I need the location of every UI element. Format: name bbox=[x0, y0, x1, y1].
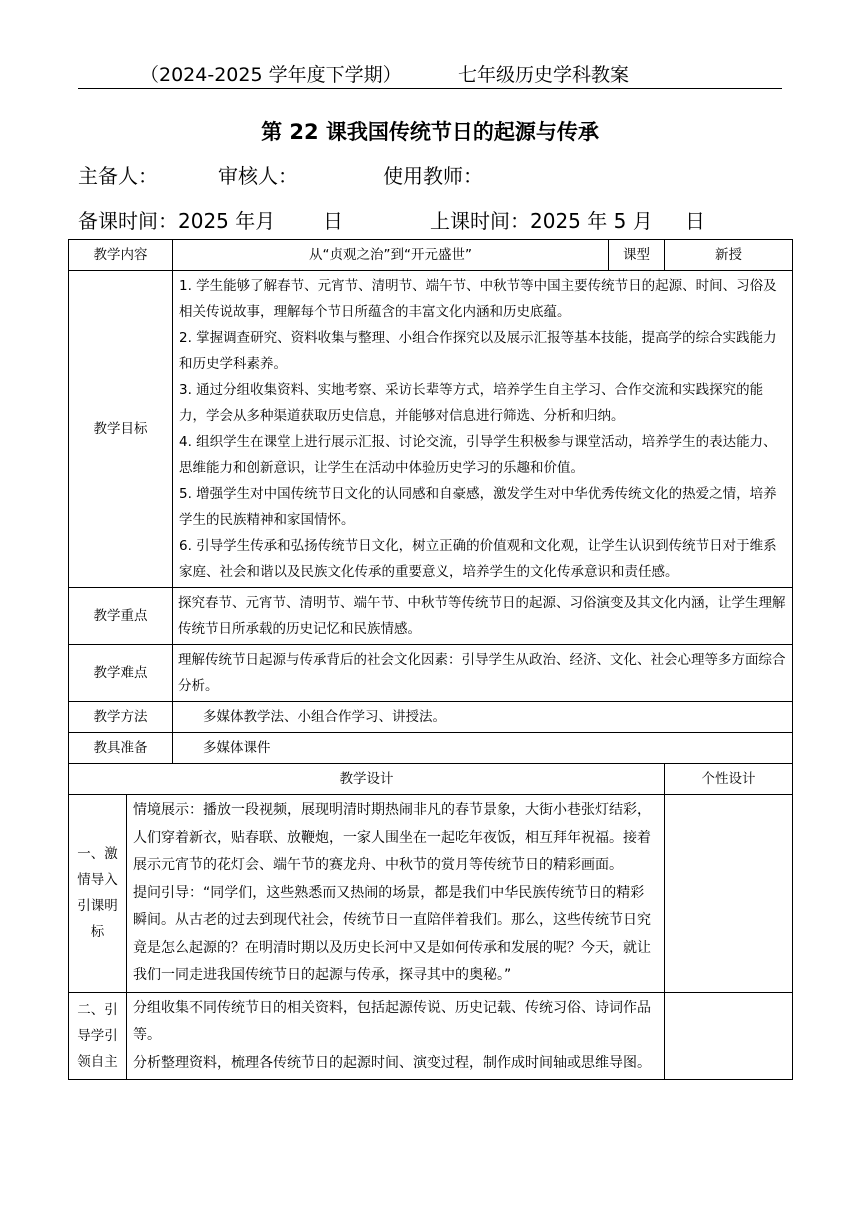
section2-content bbox=[127, 992, 665, 1080]
design-label: 教学设计 bbox=[69, 764, 665, 795]
section2-row bbox=[69, 992, 793, 1080]
lesson-plan-table bbox=[68, 239, 793, 1080]
difficulty-value: 理解传统节日起源与传承背后的社会文化因素：引导学生从政治、经济、文化、社会心理等多方面综合分析。 bbox=[173, 645, 793, 702]
goals-row bbox=[69, 271, 793, 588]
goal-item: 5. 增强学生对中国传统节日文化的认同感和自豪感，激发学生对中华优秀传统文化的热爱之情，培养学生的民族精神和家国情怀。 bbox=[179, 486, 777, 528]
section1-paragraph: 提问引导：“同学们，这些熟悉而又热闹的场景，都是我们中华民族传统节日的精彩瞬间。从古老的过去到现代社会，传统节日一直陪伴着我们。那么，这些传统节日究竟是怎么起源的？在明清时期以及历史长河中又是如何传承和发展的呢？今天，就让我们一同走进我国传统节日的起源与传承，探寻其中的奥秘。” bbox=[133, 884, 651, 983]
section1-personal bbox=[665, 795, 793, 993]
goal-item: 4. 组织学生在课堂上进行展示汇报、讨论交流，引导学生积极参与课堂活动，培养学生的表达能力、思维能力和创新意识，让学生在活动中体验历史学习的乐趣和价值。 bbox=[179, 434, 777, 476]
tools-label: 教具准备 bbox=[69, 733, 173, 764]
section2-label: 二、引导学引领自主 bbox=[69, 992, 127, 1080]
section2-personal bbox=[665, 992, 793, 1080]
difficulty-row bbox=[69, 645, 793, 702]
section1-label: 一、激情导入引课明标 bbox=[69, 795, 127, 993]
lesson-title: 第 22 课我国传统节日的起源与传承 bbox=[261, 120, 599, 144]
goals-label: 教学目标 bbox=[69, 271, 173, 588]
header-divider bbox=[78, 88, 782, 89]
term-label: （2024-2025 学年度下学期） bbox=[140, 64, 402, 86]
method-value: 多媒体教学法、小组合作学习、讲授法。 bbox=[173, 702, 793, 733]
goal-item: 1. 学生能够了解春节、元宵节、清明节、端午节、中秋节等中国主要传统节日的起源、时间、习俗及相关传说故事，理解每个节日所蕴含的丰富文化内涵和历史底蕴。 bbox=[179, 278, 777, 320]
document-header bbox=[140, 60, 630, 87]
section2-paragraph: 分析整理资料，梳理各传统节日的起源时间、演变过程，制作成时间轴或思维导图。 bbox=[133, 1054, 651, 1071]
method-label: 教学方法 bbox=[69, 702, 173, 733]
personal-label: 个性设计 bbox=[665, 764, 793, 795]
goal-item: 6. 引导学生传承和弘扬传统节日文化，树立正确的价值观和文化观，让学生认识到传统节日对于维系家庭、社会和谐以及民族文化传承的重要意义，培养学生的文化传承意识和责任感。 bbox=[179, 538, 777, 580]
type-label: 课型 bbox=[609, 240, 665, 271]
class-time-label: 上课时间：2025 年 5 月 bbox=[430, 209, 653, 233]
key-label: 教学重点 bbox=[69, 588, 173, 645]
course-label: 七年级历史学科教案 bbox=[458, 64, 630, 86]
key-value: 探究春节、元宵节、清明节、端午节、中秋节等传统节日的起源、习俗演变及其文化内涵，让学生理解传统节日所承载的历史记忆和民族情感。 bbox=[173, 588, 793, 645]
tools-row bbox=[69, 733, 793, 764]
goal-item: 2. 掌握调查研究、资料收集与整理、小组合作探究以及展示汇报等基本技能，提高学的综合实践能力和历史学科素养。 bbox=[179, 330, 777, 372]
design-header-row bbox=[69, 764, 793, 795]
tools-value: 多媒体课件 bbox=[173, 733, 793, 764]
difficulty-label: 教学难点 bbox=[69, 645, 173, 702]
reviewer-label: 审核人： bbox=[218, 164, 298, 188]
section1-row bbox=[69, 795, 793, 993]
class-day-label: 日 bbox=[685, 209, 705, 233]
prep-time-label: 备课时间：2025 年月 bbox=[78, 209, 276, 233]
prep-day-label: 日 bbox=[323, 209, 343, 233]
goal-item: 3. 通过分组收集资料、实地考察、采访长辈等方式，培养学生自主学习、合作交流和实践探究的能力，学会从多种渠道获取历史信息，并能够对信息进行筛选、分析和归纳。 bbox=[179, 382, 764, 424]
type-value: 新授 bbox=[665, 240, 793, 271]
content-value: 从“贞观之治”到“开元盛世” bbox=[173, 240, 609, 271]
content-label: 教学内容 bbox=[69, 240, 173, 271]
section1-paragraph: 情境展示：播放一段视频，展现明清时期热闹非凡的春节景象，大街小巷张灯结彩，人们穿着新衣，贴春联、放鞭炮，一家人围坐在一起吃年夜饭，相互拜年祝福。接着展示元宵节的花灯会、端午节的赛龙舟、中秋节的赏月等传统节日的精彩画面。 bbox=[133, 802, 651, 873]
section2-paragraph: 分组收集不同传统节日的相关资料，包括起源传说、历史记载、传统习俗、诗词作品等。 bbox=[133, 999, 651, 1043]
goals-cell bbox=[173, 271, 793, 588]
method-row bbox=[69, 702, 793, 733]
content-row bbox=[69, 240, 793, 271]
section1-content bbox=[127, 795, 665, 993]
key-row bbox=[69, 588, 793, 645]
preparer-label: 主备人： bbox=[78, 164, 158, 188]
teacher-label: 使用教师： bbox=[383, 164, 483, 188]
